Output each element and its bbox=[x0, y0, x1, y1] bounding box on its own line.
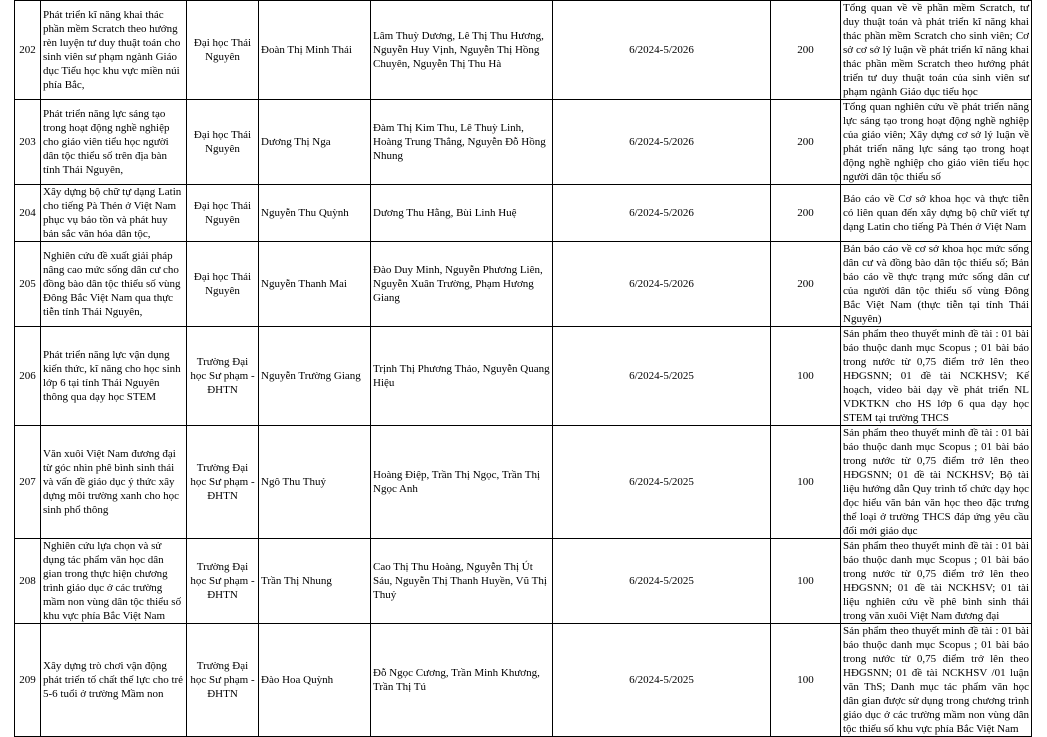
row-number: 202 bbox=[15, 1, 41, 100]
table-row bbox=[15, 100, 1032, 185]
project-budget: 200 bbox=[771, 242, 841, 327]
project-period: 6/2024-5/2026 bbox=[553, 185, 771, 242]
project-products: Tổng quan về về phần mềm Scratch, tư duy thuật toán và phát triển kĩ năng khai thác phần mềm Scratch cho sinh viên; Cơ sở cơ sở lý luận về phát triển kĩ năng khai thác phần mềm Scratch theo hướng phát triển tư duy thuật toán của sinh viên sư phạm ngành Giáo dục tiểu học bbox=[841, 1, 1032, 100]
project-budget: 200 bbox=[771, 1, 841, 100]
row-number: 203 bbox=[15, 100, 41, 185]
table-row bbox=[15, 242, 1032, 327]
project-products: Sản phẩm theo thuyết minh đề tài : 01 bài báo thuộc danh mục Scopus ; 01 bài báo trong nước từ 0,75 điểm trở lên theo HĐGSNN; 01 đề tài NCKHSV; Bộ tài liệu hướng dẫn Quy trình tổ chức dạy học đọc hiểu văn bản văn học theo đặc trưng thể loại ở trường THCS đáp ứng yêu cầu đổi mới giáo dục bbox=[841, 426, 1032, 539]
host-unit: Đại học Thái Nguyên bbox=[187, 242, 259, 327]
project-lead: Nguyễn Thanh Mai bbox=[259, 242, 371, 327]
projects-table bbox=[14, 0, 1032, 737]
project-members: Lâm Thuỳ Dương, Lê Thị Thu Hương, Nguyễn Huy Vịnh, Nguyễn Thị Hồng Chuyên, Nguyễn Thị Thu Hà bbox=[371, 1, 553, 100]
project-members: Đào Duy Minh, Nguyễn Phương Liên, Nguyễn Xuân Trường, Phạm Hương Giang bbox=[371, 242, 553, 327]
project-name: Nghiên cứu lựa chọn và sử dụng tác phẩm văn học dân gian trong thực hiện chương trình giáo dục ở các trường mầm non vùng dân tộc thiểu số khu vực phía Bắc Việt Nam bbox=[41, 539, 187, 624]
row-number: 206 bbox=[15, 327, 41, 426]
project-products: Sản phẩm theo thuyết minh đề tài : 01 bài báo thuộc danh mục Scopus ; 01 bài báo trong nước từ 0,75 điểm trở lên theo HĐGSNN; 01 đề tài NCKHSV /01 luận văn ThS; Danh mục tác phẩm văn học dân gian được sử dụng trong chương trình giáo dục ở các trường mầm non vùng dân tộc thiểu số khu vực phía Bắc Việt Nam bbox=[841, 624, 1032, 737]
project-budget: 100 bbox=[771, 426, 841, 539]
project-products: Bản báo cáo về cơ sở khoa học mức sống dân cư và đồng bào dân tộc thiểu số; Bản báo cáo về thực trạng mức sống dân cư của người dân tộc thiểu số vùng Đông Bắc Việt Nam (thực tiễn tại tỉnh Thái Nguyên) bbox=[841, 242, 1032, 327]
project-members: Hoàng Điệp, Trần Thị Ngọc, Trần Thị Ngọc Anh bbox=[371, 426, 553, 539]
project-period: 6/2024-5/2026 bbox=[553, 242, 771, 327]
project-members: Cao Thị Thu Hoàng, Nguyễn Thị Út Sáu, Nguyễn Thị Thanh Huyền, Vũ Thị Thuỷ bbox=[371, 539, 553, 624]
table-row bbox=[15, 539, 1032, 624]
project-name: Phát triển năng lực sáng tạo trong hoạt động nghề nghiệp cho giáo viên tiểu học người dân tộc thiểu số trên địa bàn tỉnh Thái Nguyên, bbox=[41, 100, 187, 185]
host-unit: Trường Đại học Sư phạm - ĐHTN bbox=[187, 426, 259, 539]
host-unit: Trường Đại học Sư phạm - ĐHTN bbox=[187, 327, 259, 426]
table-row bbox=[15, 327, 1032, 426]
row-number: 205 bbox=[15, 242, 41, 327]
project-budget: 200 bbox=[771, 100, 841, 185]
project-lead: Đào Hoa Quỳnh bbox=[259, 624, 371, 737]
project-period: 6/2024-5/2025 bbox=[553, 327, 771, 426]
table-row bbox=[15, 426, 1032, 539]
project-lead: Trần Thị Nhung bbox=[259, 539, 371, 624]
project-lead: Đoàn Thị Minh Thái bbox=[259, 1, 371, 100]
project-products: Báo cáo về Cơ sở khoa học và thực tiễn có liên quan đến xây dựng bộ chữ viết tự dạng Latin cho tiếng Pà Thẻn ở Việt Nam bbox=[841, 185, 1032, 242]
project-members: Đàm Thị Kim Thu, Lê Thuỳ Linh, Hoàng Trung Thắng, Nguyễn Đỗ Hồng Nhung bbox=[371, 100, 553, 185]
project-lead: Nguyễn Trường Giang bbox=[259, 327, 371, 426]
table-row bbox=[15, 624, 1032, 737]
table-row bbox=[15, 185, 1032, 242]
project-budget: 100 bbox=[771, 327, 841, 426]
row-number: 208 bbox=[15, 539, 41, 624]
host-unit: Trường Đại học Sư phạm - ĐHTN bbox=[187, 539, 259, 624]
project-name: Văn xuôi Việt Nam đương đại từ góc nhìn phê bình sinh thái và vấn đề giáo dục ý thức xây dựng môi trường xanh cho học sinh phổ thông bbox=[41, 426, 187, 539]
project-budget: 100 bbox=[771, 624, 841, 737]
row-number: 209 bbox=[15, 624, 41, 737]
row-number: 207 bbox=[15, 426, 41, 539]
host-unit: Đại học Thái Nguyên bbox=[187, 1, 259, 100]
project-products: Sản phẩm theo thuyết minh đề tài : 01 bài báo thuộc danh mục Scopus ; 01 bài báo trong nước từ 0,75 điểm trở lên theo HĐGSNN; 01 đề tài NCKHSV; 01 tài liệu nghiên cứu về phê bình sinh thái trong văn xuôi Việt Nam đương đại bbox=[841, 539, 1032, 624]
project-name: Xây dựng trò chơi vận động phát triển tố chất thể lực cho trẻ 5-6 tuổi ở trường Mầm non bbox=[41, 624, 187, 737]
project-name: Phát triển kĩ năng khai thác phần mềm Scratch theo hướng rèn luyện tư duy thuật toán cho sinh viên sư phạm ngành Giáo dục Tiểu học khu vực miền núi phía Bắc, bbox=[41, 1, 187, 100]
host-unit: Đại học Thái Nguyên bbox=[187, 185, 259, 242]
project-lead: Nguyễn Thu Quỳnh bbox=[259, 185, 371, 242]
project-name: Nghiên cứu đề xuất giải pháp nâng cao mức sống dân cư cho đồng bào dân tộc thiểu số vùng Đông Bắc Việt Nam qua thực tiễn tỉnh Thái Nguyên, bbox=[41, 242, 187, 327]
project-period: 6/2024-5/2025 bbox=[553, 426, 771, 539]
row-number: 204 bbox=[15, 185, 41, 242]
host-unit: Đại học Thái Nguyên bbox=[187, 100, 259, 185]
project-products: Tổng quan nghiên cứu về phát triển năng lực sáng tạo trong hoạt động nghề nghiệp của giáo viên; Xây dựng cơ sở lý luận về phát triển năng lực sáng tạo trong hoạt động nghề nghiệp cho giáo viên tiểu học người dân tộc thiểu số bbox=[841, 100, 1032, 185]
project-lead: Dương Thị Nga bbox=[259, 100, 371, 185]
project-name: Phát triển năng lực vận dụng kiến thức, kĩ năng cho học sinh lớp 6 tại tỉnh Thái Nguyên thông qua dạy học STEM bbox=[41, 327, 187, 426]
project-budget: 200 bbox=[771, 185, 841, 242]
table-row bbox=[15, 1, 1032, 100]
project-members: Đỗ Ngọc Cương, Trần Minh Khương, Trần Thị Tú bbox=[371, 624, 553, 737]
project-lead: Ngô Thu Thuỷ bbox=[259, 426, 371, 539]
project-period: 6/2024-5/2025 bbox=[553, 624, 771, 737]
project-budget: 100 bbox=[771, 539, 841, 624]
project-products: Sản phẩm theo thuyết minh đề tài : 01 bài báo thuộc danh mục Scopus ; 01 bài báo trong nước từ 0,75 điểm trở lên theo HĐGSNN; 01 đề tài NCKHSV; Kế hoạch, video bài dạy về phát triển NL VDKTKN cho HS lớp 6 qua dạy học STEM tại trường THCS bbox=[841, 327, 1032, 426]
project-period: 6/2024-5/2026 bbox=[553, 1, 771, 100]
project-members: Dương Thu Hằng, Bùi Linh Huệ bbox=[371, 185, 553, 242]
project-period: 6/2024-5/2026 bbox=[553, 100, 771, 185]
project-period: 6/2024-5/2025 bbox=[553, 539, 771, 624]
project-members: Trịnh Thị Phương Thảo, Nguyễn Quang Hiệu bbox=[371, 327, 553, 426]
project-name: Xây dựng bộ chữ tự dạng Latin cho tiếng Pà Thẻn ở Việt Nam phục vụ bảo tồn và phát huy bản sắc văn hóa dân tộc, bbox=[41, 185, 187, 242]
host-unit: Trường Đại học Sư phạm - ĐHTN bbox=[187, 624, 259, 737]
